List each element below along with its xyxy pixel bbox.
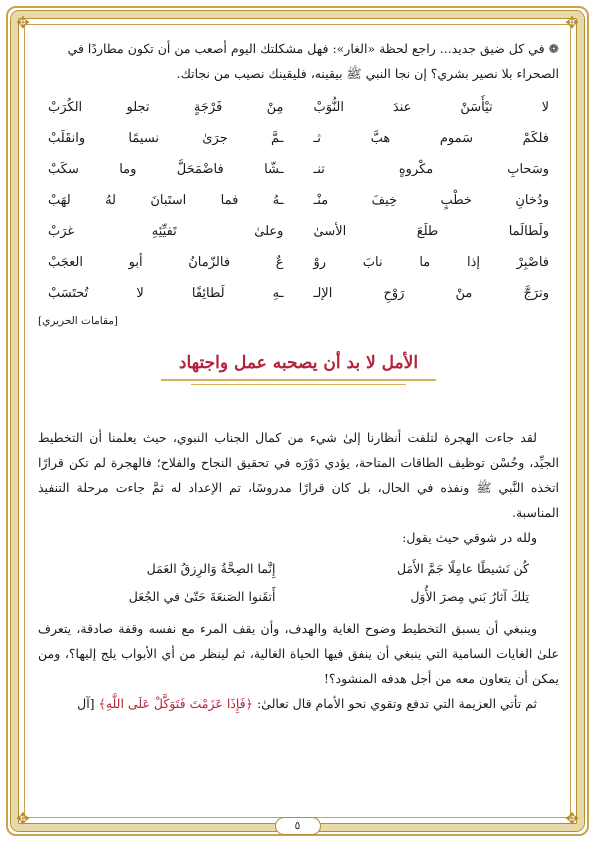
corner-ornament-icon: ✥ — [16, 809, 30, 828]
poem-verse — [48, 154, 549, 185]
corner-ornament-icon: ✥ — [565, 809, 579, 828]
source-row — [38, 315, 559, 327]
body-text — [38, 425, 559, 716]
poem-second-hemistich: ـمَّ جرَىٰ نسيمًا وانقَلَبْ — [48, 131, 284, 146]
body-paragraph: لقد جاءت الهجرة لتلفت أنظارنا إلىٰ شيء من كمال الجناب النبوي، حيث يعلمنا أن التخطيط الجيِّد، وحُسْن توظيف الطاقات المتاحة، يؤدي دَوْرَه في تحقيق النجاح والفلاح؛ فالهجرة لم تكن قرارًا اتخذه النَّبي ﷺ ونفذه في الحال، بل كان قرارًا مدروسًا، تم الإعداد له ثمَّ جاءت مرحلة التنفيذ المناسبة. — [38, 430, 559, 520]
poem-verse — [68, 554, 529, 582]
poem-second-hemistich: إِنَّما الصِحَّةُ وَالرِزقُ العَمَل — [146, 560, 276, 576]
poem-first-hemistich: وترَجَّ منْ رَوْحِ الإلـ — [313, 286, 549, 301]
poem-second-hemistich: ـشّا فاضْمَحَلَّ وما سكَبْ — [48, 162, 284, 177]
paragraph-text: ثم تأتي العزيمة التي تدفع وتقوي نحو الأمام قال تعالىٰ: — [252, 696, 537, 711]
page-number: ٥ — [275, 817, 321, 835]
poem-second-hemistich: مِنْ فَرْجَةٍ تجلو الكُرَبْ — [48, 100, 284, 115]
poem — [48, 92, 549, 309]
poem-first-hemistich: كُن نَشيطًا عامِلًا جَمَّ الأَمَل — [396, 560, 529, 576]
poem-second-hemistich: أَتقَنوا الصَنعَةَ حَتّىٰ في الجُعَل — [128, 588, 276, 604]
page-content — [38, 36, 559, 716]
body-paragraph: وينبغي أن يسبق التخطيط وضوح الغاية والهدف، وأن يقف المرء مع نفسه وقفة صادقة، يتعرف علىٰ الغايات السامية التي ينبغي أن ينفق فيها الحياة الغالية، ثم لينظر من أي الأبواب يلج إليها؟، ومن يمكن أن يتعاون معه من أجل هدفه المنشود؟! — [38, 621, 559, 686]
body-paragraph: ولله در شوقي حيث يقول: — [402, 530, 537, 545]
corner-ornament-icon: ✥ — [565, 13, 579, 32]
poem-first-hemistich: فاصْبِرْ إذا ما نابَ روْ — [313, 255, 549, 270]
poem-first-hemistich: ودُخانِ خطْبٍ خِيفَ منْـ — [313, 193, 549, 208]
poem-second-hemistich: عٌ فالزّمانُ أبو العجَبْ — [48, 255, 284, 270]
poem-verse — [48, 278, 549, 309]
quran-quote: ﴿فَإِذَا عَزَمْتَ فَتَوَكَّلْ عَلَى اللَّهِ﴾ — [98, 696, 253, 711]
intro-line: ❁ في كل ضيق جديد... راجع لحظة «الغار»: فهل مشكلتك اليوم أصعب من أن تكون مطاردًا في — [67, 41, 559, 56]
poem-first-hemistich: فلكَمْ سَموم هبَّ ثـ — [313, 131, 549, 146]
poem-second-hemistich: ـهِ لَطائِفًا لا تُحتَسَبْ — [48, 286, 284, 301]
intro-line: الصحراء بلا نصير بشري؟ إن نجا النبي ﷺ بيقينه، فليقينك نصيب من نجاتك. — [176, 66, 559, 81]
poem-first-hemistich: تِلكَ آثارُ بَني مِصرَ الأُوَل — [410, 588, 529, 604]
poem-source: [مقامات الحريري] — [38, 315, 118, 327]
paragraph-text: [آل — [77, 696, 99, 711]
poem-first-hemistich: ولَطالَما طلَعَ الأسىٰ — [313, 224, 549, 239]
poem-verse — [48, 185, 549, 216]
shawqi-verse — [68, 554, 529, 610]
poem-verse — [48, 123, 549, 154]
poem-verse — [48, 216, 549, 247]
poem-second-hemistich: وعلىٰ تَفيِّئِهِ غرَبْ — [48, 224, 284, 239]
corner-ornament-icon: ✥ — [16, 13, 30, 32]
section-heading-wrap — [38, 353, 559, 381]
poem-verse — [68, 582, 529, 610]
poem-first-hemistich: لا تيْأَسَنْ عندَ النُّوَبْ — [313, 100, 549, 115]
intro-paragraph — [38, 36, 559, 86]
poem-second-hemistich: ـهُ فما استَبانَ لهُ لهَبْ — [48, 193, 284, 208]
poem-verse — [48, 92, 549, 123]
section-heading: الأمل لا بد أن يصحبه عمل واجتهاد — [161, 353, 436, 381]
body-paragraph — [38, 691, 559, 716]
poem-verse — [48, 247, 549, 278]
poem-first-hemistich: وسَحابِ مكْروهٍ تنـ — [313, 162, 549, 177]
